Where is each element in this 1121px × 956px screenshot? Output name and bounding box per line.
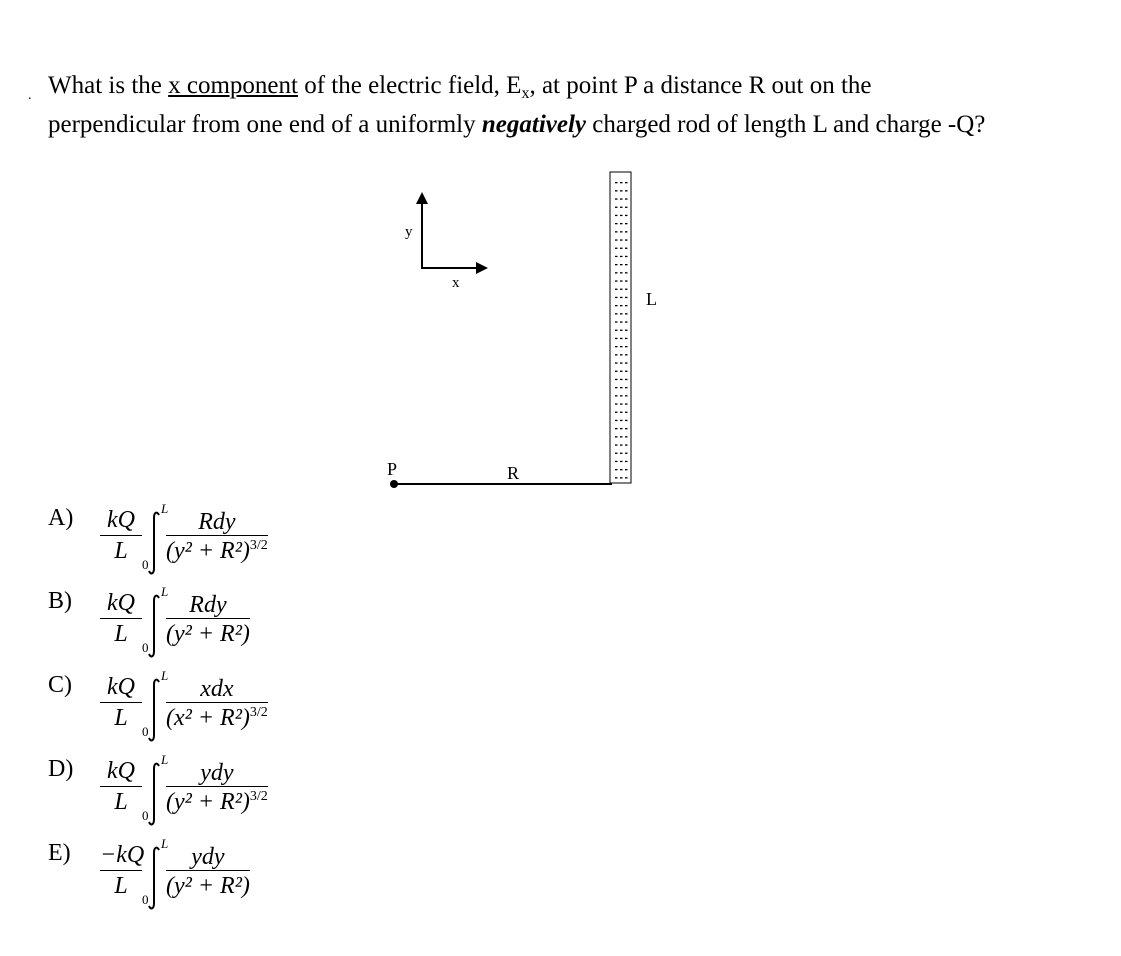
negative-charge-mark (625, 223, 628, 224)
negative-charge-mark (615, 379, 618, 380)
integrand-denominator: (y² + R²) (166, 621, 250, 647)
option-coefficient (100, 674, 142, 732)
integral-upper-limit: L (161, 836, 169, 851)
negative-charge-mark (625, 190, 628, 191)
negative-charge-mark (625, 207, 628, 208)
negative-charge-mark (615, 453, 618, 454)
negative-charge-mark (620, 346, 623, 347)
negative-charge-mark (615, 289, 618, 290)
integral-lower-limit: 0 (142, 557, 149, 572)
negative-charge-mark (620, 272, 623, 273)
integral-upper-limit: L (161, 668, 169, 683)
option-letter: A) (48, 505, 74, 531)
negative-charge-mark (625, 403, 628, 404)
negative-charge-mark (625, 453, 628, 454)
coefficient-numerator: kQ (107, 758, 135, 784)
negative-charge-mark (625, 239, 628, 240)
negative-charge-mark (615, 313, 618, 314)
rod-length-label: L (646, 289, 657, 309)
negative-charge-mark (625, 444, 628, 445)
coefficient-denominator: L (100, 870, 142, 900)
negative-charge-mark (620, 453, 623, 454)
negative-charge-mark (615, 207, 618, 208)
negative-charge-mark (615, 248, 618, 249)
negative-charge-mark (620, 321, 623, 322)
negative-charge-mark (615, 436, 618, 437)
option-a[interactable] (48, 501, 448, 585)
negative-charge-mark (615, 477, 618, 478)
negative-charge-mark (615, 272, 618, 273)
negative-charge-mark (620, 428, 623, 429)
negative-charge-mark (620, 313, 623, 314)
coefficient-numerator: kQ (107, 507, 135, 533)
option-d[interactable] (48, 752, 448, 836)
coefficient-numerator: −kQ (100, 842, 145, 868)
coefficient-denominator: L (100, 618, 142, 648)
negative-charge-mark (615, 444, 618, 445)
negative-charge-mark (615, 190, 618, 191)
negative-charge-mark (620, 477, 623, 478)
integral-upper-limit: L (161, 752, 169, 767)
negative-charge-mark (615, 239, 618, 240)
negative-charge-mark (625, 289, 628, 290)
negative-charge-mark (625, 362, 628, 363)
integral-lower-limit: 0 (142, 808, 149, 823)
negative-charge-mark (625, 428, 628, 429)
negative-charge-mark (615, 256, 618, 257)
option-letter: B) (48, 588, 72, 614)
question-underlined: x component (168, 72, 298, 99)
integrand-numerator: Rdy (198, 509, 236, 535)
option-coefficient (100, 758, 142, 816)
point-p-dot (390, 480, 398, 488)
option-power: 3/2 (249, 538, 268, 553)
integral-lower-limit: 0 (142, 724, 149, 739)
negative-charge-mark (620, 387, 623, 388)
coefficient-denominator: L (100, 786, 142, 816)
integrand-fraction (166, 844, 250, 900)
negative-charge-mark (615, 338, 618, 339)
negative-charge-mark (615, 264, 618, 265)
negative-charge-mark (625, 231, 628, 232)
negative-charge-mark (615, 223, 618, 224)
integrand-fraction (166, 592, 250, 648)
option-power: 3/2 (249, 705, 268, 720)
negative-charge-mark (615, 330, 618, 331)
negative-charge-mark (615, 461, 618, 462)
integrand-denominator: (x² + R²) (166, 705, 250, 731)
negative-charge-mark (620, 330, 623, 331)
negative-charge-mark (615, 305, 618, 306)
negative-charge-mark (615, 321, 618, 322)
negative-charge-mark (625, 461, 628, 462)
negative-charge-mark (620, 412, 623, 413)
integrand-fraction (166, 509, 268, 565)
negative-charge-mark (615, 182, 618, 183)
question-part-4: charged rod of length L and charge -Q? (586, 111, 986, 138)
integrand-denominator-row (166, 535, 268, 565)
integral-lower-limit: 0 (142, 640, 149, 655)
integrand-denominator: (y² + R²) (166, 538, 250, 564)
option-c[interactable] (48, 668, 448, 752)
negative-charge-mark (625, 182, 628, 183)
negative-charge-mark (625, 272, 628, 273)
option-b[interactable] (48, 584, 448, 668)
negative-charge-mark (620, 289, 623, 290)
negative-charge-mark (620, 403, 623, 404)
negative-charge-mark (625, 379, 628, 380)
question-part-3: , at point P a distance R out on the perpendicular from one end of a uniformly (48, 72, 872, 138)
negative-charge-mark (625, 436, 628, 437)
integrand-denominator-row (166, 618, 250, 648)
negative-charge-mark (620, 420, 623, 421)
integrand-denominator-row (166, 786, 268, 816)
negative-charge-mark (625, 280, 628, 281)
negative-charge-mark (620, 338, 623, 339)
negative-charge-mark (625, 346, 628, 347)
negative-charge-mark (625, 313, 628, 314)
negative-charge-mark (625, 477, 628, 478)
negative-charge-mark (625, 338, 628, 339)
negative-charge-mark (625, 420, 628, 421)
negative-charge-mark (620, 190, 623, 191)
negative-charge-mark (615, 428, 618, 429)
integrand-numerator: ydy (200, 760, 234, 786)
negative-charge-mark (625, 256, 628, 257)
x-axis-arrow-icon (476, 262, 488, 274)
negative-charge-mark (615, 231, 618, 232)
negative-charge-mark (620, 215, 623, 216)
negative-charge-mark (620, 469, 623, 470)
negative-charge-mark (625, 395, 628, 396)
negative-charge-mark (615, 387, 618, 388)
question-emphasis: negatively (481, 111, 587, 138)
negative-charge-mark (620, 354, 623, 355)
negative-charge-mark (615, 420, 618, 421)
negative-charge-mark (615, 215, 618, 216)
negative-charge-mark (620, 280, 623, 281)
negative-charge-mark (620, 362, 623, 363)
y-axis-arrow-icon (416, 192, 428, 204)
option-letter: D) (48, 756, 74, 782)
coefficient-denominator: L (100, 535, 142, 565)
option-power: 3/2 (249, 789, 268, 804)
negative-charge-mark (620, 256, 623, 257)
negative-charge-mark (620, 231, 623, 232)
integrand-numerator: ydy (191, 844, 225, 870)
negative-charge-mark (625, 305, 628, 306)
negative-charge-mark (625, 321, 628, 322)
negative-charge-mark (620, 436, 623, 437)
question-part-2: of the electric field, E (297, 72, 522, 99)
question-subscript: x (521, 85, 530, 102)
negative-charge-mark (625, 387, 628, 388)
option-coefficient (100, 842, 145, 900)
negative-charge-mark (625, 330, 628, 331)
negative-charge-mark (615, 395, 618, 396)
coefficient-numerator: kQ (107, 674, 135, 700)
negative-charge-mark (615, 198, 618, 199)
negative-charge-mark (620, 379, 623, 380)
point-p-label: P (387, 459, 398, 479)
y-axis-label: y (405, 224, 413, 240)
negative-charge-mark (620, 248, 623, 249)
negative-charge-mark (620, 182, 623, 183)
negative-charge-mark (625, 371, 628, 372)
negative-charge-mark (620, 207, 623, 208)
option-coefficient (100, 507, 142, 565)
integrand-numerator: Rdy (189, 592, 227, 618)
option-coefficient (100, 590, 142, 648)
option-letter: E) (48, 840, 71, 866)
integrand-denominator-row (166, 870, 250, 900)
integrand-denominator-row (166, 702, 268, 732)
negative-charge-mark (615, 354, 618, 355)
negative-charge-mark (620, 371, 623, 372)
negative-charge-mark (615, 469, 618, 470)
integral-upper-limit: L (161, 584, 169, 599)
x-axis-label: x (452, 275, 460, 291)
negative-charge-mark (625, 264, 628, 265)
distance-r-label: R (507, 463, 520, 483)
integrand-fraction (166, 676, 268, 732)
question-bullet: . (28, 88, 32, 103)
negative-charge-mark (620, 461, 623, 462)
option-letter: C) (48, 672, 72, 698)
negative-charge-mark (615, 297, 618, 298)
negative-charge-mark (620, 198, 623, 199)
negative-charge-mark (625, 248, 628, 249)
integral-lower-limit: 0 (142, 892, 149, 907)
negative-charge-mark (625, 215, 628, 216)
integral-upper-limit: L (161, 501, 169, 516)
integrand-denominator: (y² + R²) (166, 873, 250, 899)
integrand-numerator: xdx (200, 676, 234, 702)
negative-charge-mark (615, 280, 618, 281)
negative-charge-mark (615, 346, 618, 347)
coefficient-denominator: L (100, 702, 142, 732)
negative-charge-mark (620, 395, 623, 396)
negative-charge-mark (625, 469, 628, 470)
integrand-denominator: (y² + R²) (166, 789, 250, 815)
negative-charge-mark (620, 305, 623, 306)
negative-charge-mark (620, 239, 623, 240)
negative-charge-mark (625, 412, 628, 413)
negative-charge-mark (615, 362, 618, 363)
negative-charge-mark (615, 412, 618, 413)
negative-charge-mark (620, 444, 623, 445)
negative-charge-mark (625, 198, 628, 199)
negative-charge-mark (625, 297, 628, 298)
option-e[interactable] (48, 836, 448, 920)
question-part-1: What is the (48, 72, 169, 99)
negative-charge-mark (620, 297, 623, 298)
negative-charge-mark (615, 371, 618, 372)
coefficient-numerator: kQ (107, 590, 135, 616)
negative-charge-mark (620, 264, 623, 265)
negative-charge-mark (620, 223, 623, 224)
negative-charge-mark (615, 403, 618, 404)
integrand-fraction (166, 760, 268, 816)
negative-charge-mark (625, 354, 628, 355)
